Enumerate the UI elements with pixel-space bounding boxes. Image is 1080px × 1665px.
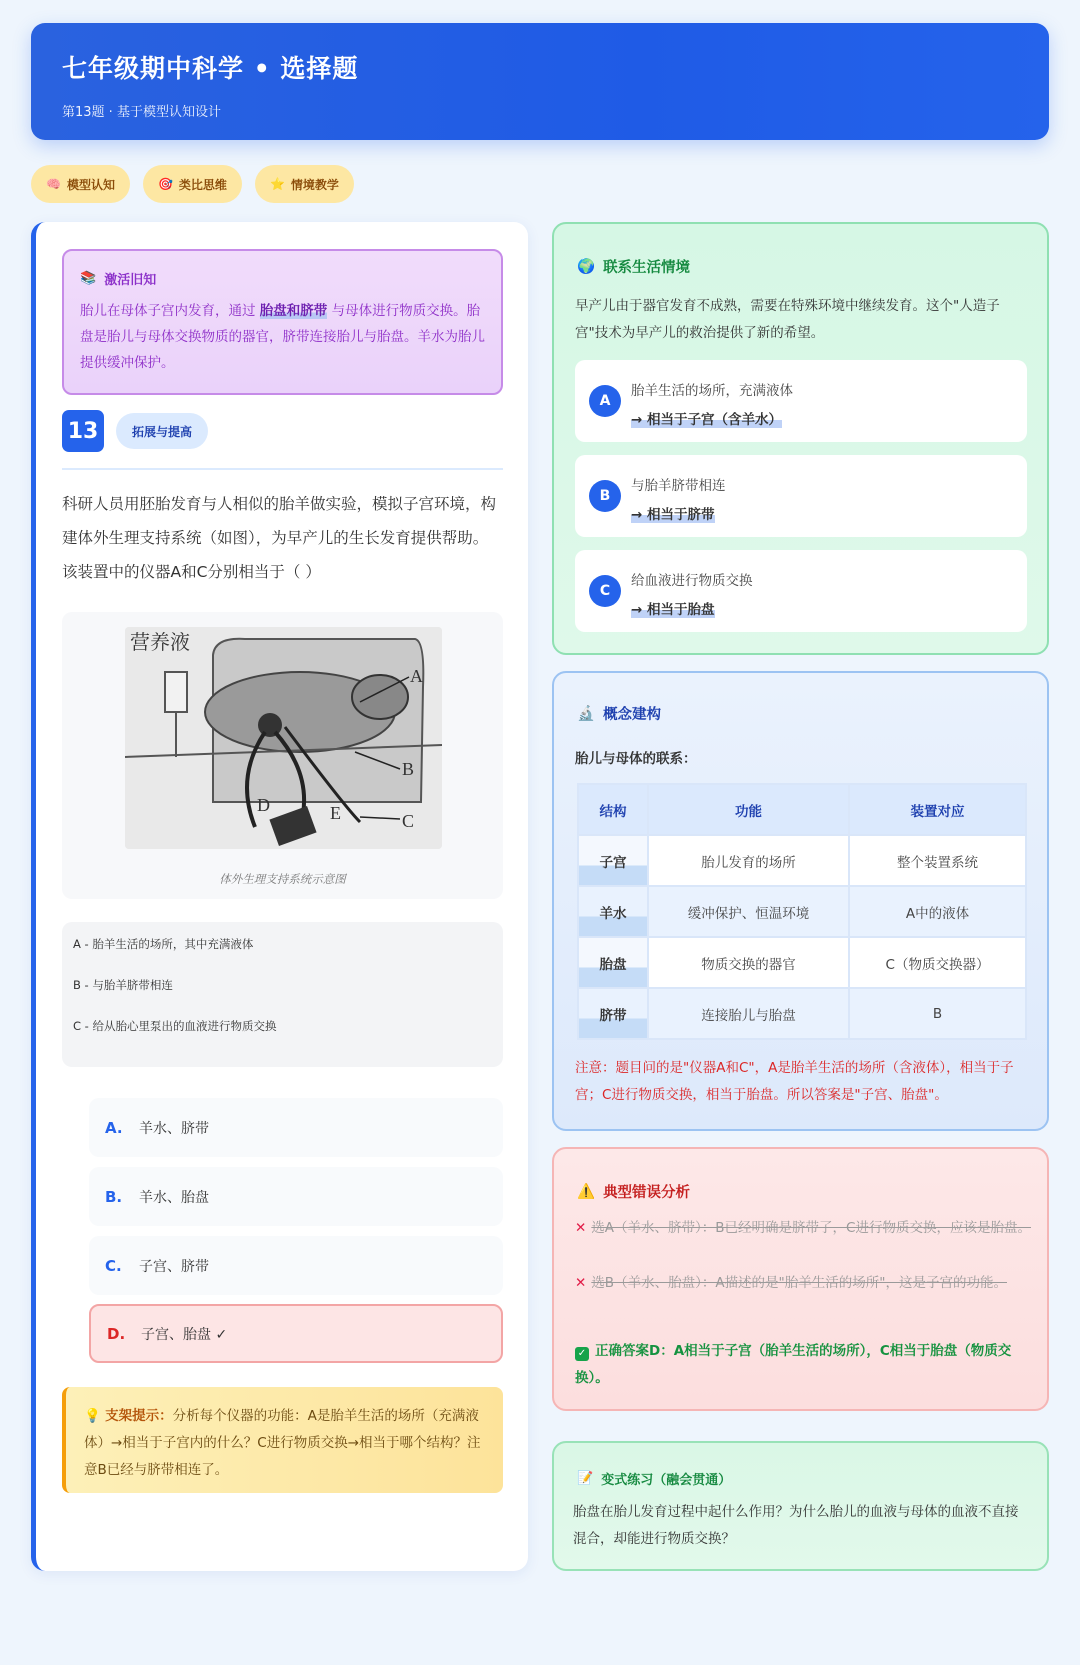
device-cell: B <box>850 989 1025 1038</box>
life-context-card <box>552 222 1049 655</box>
choice-letter: B. <box>105 1187 123 1206</box>
target-icon: 🎯 <box>157 177 173 191</box>
figure-label-c: C <box>402 811 415 831</box>
apparatus-descriptions <box>62 922 503 1067</box>
item-answer: → 相当于子宫（含羊水） <box>631 408 782 428</box>
tag-label: 模型认知 <box>66 177 115 192</box>
lightbulb-icon: 💡 <box>84 1408 101 1424</box>
item-desc: 与胎羊脐带相连 <box>631 478 726 494</box>
table-row <box>579 989 1025 1038</box>
error-analysis-card <box>552 1147 1049 1411</box>
life-title-row <box>577 256 690 277</box>
hint-text: 分析每个仪器的功能：A是胎羊生活的场所（充满液体）→相当于子宫内的什么？C进行物质交换→相当于哪个结构？注意B已经与脐带相连了。 <box>84 1408 481 1478</box>
brain-icon: 🧠 <box>46 177 61 191</box>
tag-model <box>31 165 130 203</box>
choice-letter: D. <box>107 1324 126 1343</box>
activate-text-after: 与母体进行物质交换。胎盘是胎儿与母体交换物质的器官，脐带连接胎儿与胎盘。羊水为胎儿提供缓冲保护。 <box>80 303 485 371</box>
structure-cell: 脐带 <box>579 989 647 1038</box>
item-answer: → 相当于胎盘 <box>631 598 715 618</box>
hint-key: 支架提示： <box>105 1408 173 1424</box>
choice-text: 子宫、脐带 <box>139 1258 209 1275</box>
description-c: C - 给从胎心里泵出的血液进行物质交换 <box>73 1019 277 1033</box>
concept-note: 注意：题目问的是"仪器A和C"，A是胎羊生活的场所（含液体），相当于子宫；C进行物质交换，相当于胎盘。所以答案是"子宫、胎盘"。 <box>575 1060 1014 1103</box>
choice-letter: C. <box>105 1256 122 1275</box>
variant-text: 胎盘在胎儿发育过程中起什么作用？为什么胎儿的血液与母体的血液不直接混合，却能进行物质交换？ <box>573 1504 1019 1547</box>
question-badge: 拓展与提高 <box>116 413 208 449</box>
concept-title-row <box>577 703 661 724</box>
column-header: 功能 <box>649 785 848 834</box>
warning-icon: ⚠️ <box>577 1184 596 1200</box>
item-answer: → 相当于脐带 <box>631 503 715 523</box>
question-stem: 科研人员用胚胎发育与人相似的胎羊做实验，模拟子宫环境，构建体外生理支持系统（如图），为早产儿的生长发育提供帮助。该装置中的仪器A和C分别相当于（ ） <box>62 495 497 581</box>
figure-label-e: E <box>330 803 341 823</box>
activate-text-before: 胎儿在母体子宫内发育，通过 <box>80 303 260 319</box>
life-intro: 早产儿由于器官发育不成熟，需要在特殊环境中继续发育。这个"人造子宫"技术为早产儿的救治提供了新的希望。 <box>575 298 1000 341</box>
globe-icon: 🌍 <box>577 259 596 275</box>
page-header <box>31 23 1049 140</box>
correct-text: 正确答案D：A相当于子宫（胎羊生活的场所），C相当于胎盘（物质交换）。 <box>575 1343 1012 1386</box>
function-cell: 胎儿发育的场所 <box>649 836 848 885</box>
concept-table <box>577 783 1027 1040</box>
tag-label: 情境教学 <box>290 177 339 192</box>
concept-label: 胎儿与母体的联系： <box>575 751 697 767</box>
function-cell: 缓冲保护、恒温环境 <box>649 887 848 936</box>
choice-c[interactable] <box>89 1236 503 1295</box>
table-header-row <box>579 785 1025 834</box>
star-icon: ⭐ <box>269 177 285 191</box>
correct-answer <box>575 1338 1031 1392</box>
question-number: 13 <box>62 410 104 452</box>
divider <box>62 468 503 470</box>
tag-label: 类比思维 <box>178 177 227 192</box>
choice-text: 羊水、胎盘 <box>139 1189 209 1206</box>
choice-b[interactable] <box>89 1167 503 1226</box>
tag-list <box>31 165 354 203</box>
activate-title-row <box>80 269 485 288</box>
books-icon: 📚 <box>80 271 97 286</box>
description-b: B - 与胎羊脐带相连 <box>73 978 173 992</box>
item-letter: A <box>589 385 621 417</box>
memo-icon: 📝 <box>577 1471 594 1486</box>
figure-caption: 体外生理支持系统示意图 <box>219 872 346 886</box>
table-row <box>579 938 1025 987</box>
tag-analogy <box>143 165 242 203</box>
function-cell: 物质交换的器官 <box>649 938 848 987</box>
table-row <box>579 836 1025 885</box>
figure-label-nutrient: 营养液 <box>130 632 190 654</box>
item-letter: B <box>589 480 621 512</box>
cross-icon: ✕ <box>575 1220 587 1236</box>
figure-label-d: D <box>257 795 270 815</box>
choice-letter: A. <box>105 1118 123 1137</box>
choice-d-correct[interactable] <box>89 1304 503 1363</box>
life-item-b <box>575 455 1027 537</box>
error-text: 选A（羊水、脐带）：B已经明确是脐带了，C进行物质交换，应该是胎盘。 <box>591 1220 1031 1236</box>
activate-title: 激活旧知 <box>104 273 157 288</box>
apparatus-figure <box>125 627 442 849</box>
figure-label-b: B <box>402 759 415 779</box>
structure-cell: 子宫 <box>579 836 647 885</box>
tag-situation <box>255 165 354 203</box>
cross-icon: ✕ <box>575 1275 587 1291</box>
item-desc: 给血液进行物质交换 <box>631 573 753 589</box>
item-letter: C <box>589 575 621 607</box>
life-item-a <box>575 360 1027 442</box>
figure-box <box>62 612 503 899</box>
life-title: 联系生活情境 <box>603 260 691 276</box>
page-title: 七年级期中科学 • 选择题 <box>62 54 359 83</box>
function-cell: 连接胎儿与胎盘 <box>649 989 848 1038</box>
figure-label-a: A <box>410 666 423 686</box>
error-text: 选B（羊水、胎盘）：A描述的是"胎羊生活的场所"，这是子宫的功能。 <box>591 1275 1007 1291</box>
scaffold-hint <box>62 1387 503 1493</box>
column-header: 装置对应 <box>850 785 1025 834</box>
device-cell: A中的液体 <box>850 887 1025 936</box>
table-row <box>579 887 1025 936</box>
variant-title: 变式练习（融会贯通） <box>601 1473 732 1488</box>
question-panel <box>31 222 528 1571</box>
choice-text: 羊水、脐带 <box>139 1120 209 1137</box>
error-item <box>575 1215 1031 1242</box>
device-cell: C（物质交换器） <box>850 938 1025 987</box>
page-subtitle: 第13题 · 基于模型认知设计 <box>62 105 221 120</box>
column-header: 结构 <box>579 785 647 834</box>
life-item-c <box>575 550 1027 632</box>
errors-title-row <box>577 1181 690 1202</box>
structure-cell: 胎盘 <box>579 938 647 987</box>
activate-highlight: 胎盘和脐带 <box>259 303 328 319</box>
question-head <box>62 410 208 452</box>
error-item <box>575 1270 1031 1297</box>
concept-title: 概念建构 <box>603 707 662 723</box>
errors-title: 典型错误分析 <box>603 1185 691 1201</box>
activate-text <box>80 298 485 376</box>
microscope-icon: 🔬 <box>577 706 596 722</box>
description-a: A - 胎羊生活的场所，其中充满液体 <box>73 937 254 951</box>
choice-text: 子宫、胎盘 ✓ <box>141 1326 228 1343</box>
item-desc: 胎羊生活的场所，充满液体 <box>631 383 793 399</box>
variant-practice-card <box>552 1441 1049 1571</box>
check-icon: ✓ <box>575 1347 589 1361</box>
structure-cell: 羊水 <box>579 887 647 936</box>
device-cell: 整个装置系统 <box>850 836 1025 885</box>
variant-title-row <box>577 1469 731 1488</box>
concept-card <box>552 671 1049 1131</box>
choice-a[interactable] <box>89 1098 503 1157</box>
activate-box <box>62 249 503 395</box>
